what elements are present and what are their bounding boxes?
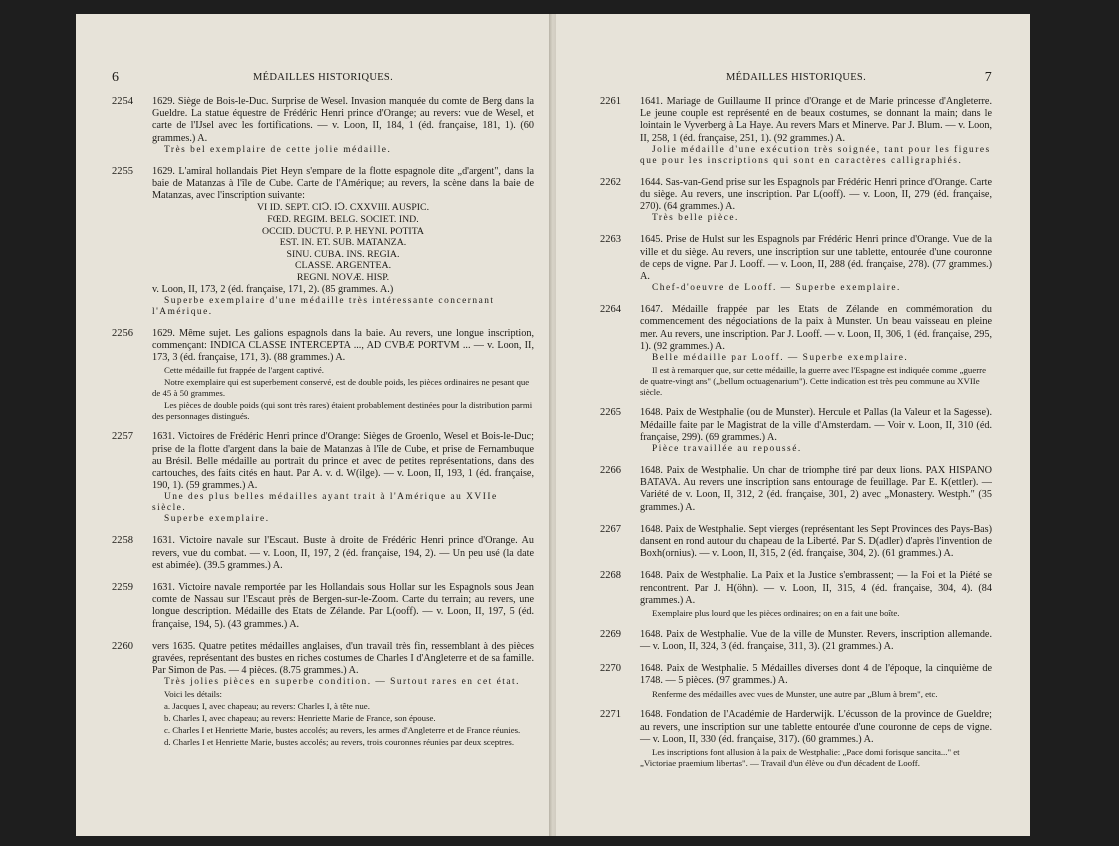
entry-number: 2260 <box>112 640 133 652</box>
entry-note: d. Charles I et Henriette Marie, bustes accolés; au revers, trois couronnes réunies par deux sceptres. <box>164 736 515 747</box>
entry-number: 2259 <box>112 582 133 593</box>
entry-text: 1629. Même sujet. Les galions espagnols dans la baie. Au revers, une longue inscription, commençant: INDICA CLASSE INTERCEPTA ..., AD CVBÆ PORTVM ... — v. Loon, II, 173, 3 (éd. française, 171, 3). (88 grammes.) A. <box>152 327 534 364</box>
catalogue-entry <box>600 570 992 618</box>
entry-note: Notre exemplaire qui est superbement conservé, est de double poids, les pièces ordinaires ne pesant que de 45 à 50 grammes. <box>152 377 530 398</box>
entry-text: 1641. Mariage de Guillaume II prince d'Orange et de Marie princesse d'Angleterre. Le jeune couple est représenté en de beaux costumes, se donnant la main; dans le lointain le Vyverberg à La Haye. Au revers Mars et Minerve. Par J. Blum. — v. Loon, II, 258, 1 (éd. française, 251, 1). (92 grammes.) A. <box>640 96 992 144</box>
entry-note: Une des plus belles médailles ayant trait à l'Amérique au XVIIe siècle. <box>152 492 498 514</box>
entry-text: 1645. Prise de Hulst sur les Espagnols par Frédéric Henri prince d'Orange. Vue de la ville et du siège. Au revers, une inscription sur une tablette, entourée d'une couronne de ceps de vigne. Par J. Looff. — v. Loon, II, 288 (éd. française, 278). (77 grammes.) A. <box>640 234 992 283</box>
entry-note: Belle médaille par Looff. — Superbe exemplaire. <box>652 353 909 364</box>
entry-note: Très bel exemplaire de cette jolie médaille. <box>164 144 392 155</box>
left-page <box>76 14 550 836</box>
entry-text: 1631. Victoires de Frédéric Henri prince d'Orange: Sièges de Groenlo, Wesel et Bois-le-Duc; prise de la flotte d'argent dans la baie de Matanzas à l'île de Cube, et prise de Fernambuque au Brésil. Belle médaille au portrait du prince et avec de petites représentations, dans des cartouches, des faits cités en haut. Par A. v. d. W(ilge). — v. Loon, II, 193, 1 (éd. française, 190, 1). (59 grammes.) A. <box>152 431 534 492</box>
catalogue-entry <box>112 431 534 525</box>
entry-text: 1629. L'amiral hollandais Piet Heyn s'empare de la flotte espagnole dite „d'argent", dans la baie de Matanzas à l'île de Cube. Carte de l'Amérique; au revers, la scène dans la baie de Matanzas, avec l'inscription suivante: <box>152 165 534 202</box>
entry-number: 2255 <box>112 165 133 177</box>
right-page-header <box>600 72 992 90</box>
entry-text: 1648. Paix de Westphalie. Sept vierges (représentant les Sept Provinces des Pays-Bas) dansent en rond autour du chapeau de la Liberté. Par S. D(adler) d'après l'invention de Boxh(ornius). — v. Loon, II, 315, 2 (éd. française, 304, 2). (61 grammes.) A. <box>640 523 992 560</box>
entry-text: 1648. Paix de Westphalie. La Paix et la Justice s'embrassent; — la Foi et la Piété se rencontrent. Par J. H(öhn). — v. Loon, II, 315, 4 (éd. française, 304, 4). (84 grammes.) A. <box>640 570 992 606</box>
entry-text: 1648. Paix de Westphalie. Un char de triomphe tiré par deux lions. PAX HISPANO BATAVA. Au revers une inscription sans entourage de feuillage. Par E. K(ettler). — Variété de v. Loon, II, 312, 2 (éd. française, 301, 2) avec „Monastery. Westph." (35 grammes.) A. <box>640 465 992 513</box>
entry-text: 1648. Paix de Westphalie. Vue de la ville de Munster. Revers, inscription allemande. — v. Loon, II, 324, 3 (éd. française, 311, 3). (21 grammes.) A. <box>640 628 992 653</box>
running-title: MÉDAILLES HISTORIQUES. <box>253 72 393 83</box>
entry-note: Superbe exemplaire. <box>164 514 270 525</box>
entry-note: Renferme des médailles avec vues de Munster, une autre par „Blum à brem", etc. <box>652 688 938 699</box>
entry-note: Les pièces de double poids (qui sont très rares) étaient probablement destinées pour la distribution parmi des personnages distingués. <box>152 399 533 421</box>
entry-note: Très jolies pièces en superbe condition. — Surtout rares en cet état. <box>164 677 520 688</box>
catalogue-entry <box>600 524 992 561</box>
entry-number: 2271 <box>600 709 621 721</box>
entry-text: 1648. Paix de Westphalie. 5 Médailles diverses dont 4 de l'époque, la cinquième de 1748. — 5 pièces. (97 grammes.) A. <box>640 663 992 687</box>
catalogue-entry <box>112 166 534 318</box>
entry-number: 2268 <box>600 570 621 582</box>
entry-note: Très belle pièce. <box>652 213 739 224</box>
inscription-line: FŒD. REGIM. BELG. SOCIET. IND. <box>267 214 419 226</box>
entry-number: 2256 <box>112 327 133 339</box>
page-number: 6 <box>112 70 120 85</box>
page-number: 7 <box>984 70 992 85</box>
entry-note: a. Jacques I, avec chapeau; au revers: Charles I, à tête nue. <box>164 701 370 712</box>
inscription-line: EST. IN. ET. SUB. MATANZA. <box>279 237 407 249</box>
entry-note: Superbe exemplaire d'une médaille très intéressante concernant l'Amérique. <box>152 295 495 317</box>
catalogue-entry <box>600 96 992 167</box>
entry-note: Il est à remarquer que, sur cette médaille, la guerre avec l'Espagne est indiquée comme „guerre de quatre-vingt ans" („bellum octuagenarium"). Cette indication est très peu commune au XVIIe siècle. <box>640 365 986 397</box>
entry-number: 2270 <box>600 663 621 675</box>
right-entries <box>600 96 992 769</box>
entry-number: 2267 <box>600 523 621 535</box>
catalogue-entry <box>600 465 992 514</box>
catalogue-entry <box>600 407 992 455</box>
catalogue-entry <box>112 535 534 572</box>
entry-note: Jolie médaille d'une exécution très soignée, tant pour les figures que pour les inscriptions qui sont en caractères calligraphiés. <box>640 144 991 166</box>
entry-number: 2258 <box>112 535 133 547</box>
left-page-header <box>112 72 534 90</box>
inscription-line: VI ID. SEPT. CIↃ. IↃ. CXXVIII. AUSPIC. <box>256 202 430 214</box>
entry-text: 1648. Paix de Westphalie (ou de Munster). Hercule et Pallas (la Valeur et la Sagesse). Médaille faite par le Magistrat de la ville d'Amsterdam. — Voir v. Loon, II, 310 (éd. française, 299). (69 grammes.) A. <box>640 407 992 443</box>
entry-reference: v. Loon, II, 173, 2 (éd. française, 171, 2). (85 grammes. A.) <box>152 283 394 295</box>
entry-text: vers 1635. Quatre petites médailles anglaises, d'un travail très fin, ressemblant à des pièces gravées, représentant des bustes en riches costumes de Charles I d'Angleterre et de sa famille. Par Simon de Pas. — 4 pièces. (8.75 grammes.) A. <box>152 640 534 677</box>
entry-number: 2269 <box>600 628 621 640</box>
entry-note: Pièce travaillée au repoussé. <box>652 444 802 455</box>
entry-number: 2254 <box>112 96 133 107</box>
entry-number: 2264 <box>600 304 621 316</box>
entry-note: Cette médaille fut frappée de l'argent captivé. <box>164 365 324 376</box>
entry-text: 1644. Sas-van-Gend prise sur les Espagnols par Frédéric Henri prince d'Orange. Carte du siège. Au revers, une inscription. Par L(ooff). — v. Loon, II, 279 (éd. française, 270). (64 grammes.) A. <box>640 176 992 213</box>
catalogue-entry <box>600 709 992 768</box>
entry-number: 2266 <box>600 465 621 477</box>
entry-text: 1647. Médaille frappée par les Etats de Zélande en commémoration du commencement des négociations de la paix à Munster. Un beau vaisseau en pleine mer. Au revers, une inscription. Par J. Looff. — v. Loon, II, 306, 1 (éd. française, 295, 1). (92 grammes.) A. <box>640 304 992 352</box>
catalogue-entry <box>112 96 534 156</box>
entry-text: 1631. Victoire navale remportée par les Hollandais sous Hollar sur les Espagnols sous Jean comte de Nassau sur l'Escaut près de Bergen-sur-le-Zoom. Carte du terrain; au revers, une longue description. Médaille des Etats de Zélande. Par L(ooff). — v. Loon, II, 197, 5 (éd. française, 194, 5). (43 grammes.) A. <box>152 582 534 630</box>
catalogue-entry <box>112 582 534 631</box>
catalogue-entry <box>600 234 992 294</box>
inscription-line: OCCID. DUCTU. P. P. HEYNI. POTITA <box>262 225 424 237</box>
catalogue-entry <box>600 663 992 699</box>
entry-text: 1629. Siège de Bois-le-Duc. Surprise de Wesel. Invasion manquée du comte de Berg dans la Gueldre. La statue équestre de Frédéric Henri prince d'Orange; au revers: vue de Wesel, et carte de l'IJsel avec les fortifications. — v. Loon, II, 184, 1 (éd. française, 181, 1). (60 grammes.) A. <box>152 96 534 144</box>
entry-number: 2257 <box>112 431 133 443</box>
entry-note: Exemplaire plus lourd que les pièces ordinaires; on en a fait une boîte. <box>652 608 900 619</box>
right-page <box>556 14 1030 836</box>
left-entries <box>112 96 534 747</box>
catalogue-entry <box>112 641 534 748</box>
entry-note: b. Charles I, avec chapeau; au revers: Henriette Marie de France, son épouse. <box>164 713 436 724</box>
entry-number: 2261 <box>600 96 621 107</box>
catalogue-entry <box>112 328 534 422</box>
catalogue-entry <box>600 304 992 397</box>
entry-number: 2262 <box>600 176 621 188</box>
entry-text: 1648. Fondation de l'Académie de Harderwijk. L'écusson de la province de Gueldre; au revers, une inscription sur une tablette entourée d'une couronne de ceps de vigne. — v. Loon, II, 330 (éd. française, 317). (60 grammes.) A. <box>640 709 992 745</box>
catalogue-entry <box>600 177 992 225</box>
catalogue-entry <box>600 629 992 653</box>
entry-number: 2265 <box>600 407 621 419</box>
inscription-line: REGNI. NOVÆ. HISP. <box>296 271 390 283</box>
entry-text: 1631. Victoire navale sur l'Escaut. Buste à droite de Frédéric Henri prince d'Orange. Au revers, vue du combat. — v. Loon, II, 197, 2 (éd. française, 194, 2). — Un peu usé (la date est abimée). (39.5 grammes.) A. <box>152 535 534 571</box>
inscription-line: SINU. CUBA. INS. REGIA. <box>286 248 400 260</box>
inscription-line: CLASSE. ARGENTEA. <box>294 260 392 272</box>
medal-inscription <box>152 202 534 283</box>
entry-number: 2263 <box>600 234 621 246</box>
entry-note: c. Charles I et Henriette Marie, bustes accolés; au revers, les armes d'Angleterre et de France réunies. <box>164 724 521 735</box>
running-title: MÉDAILLES HISTORIQUES. <box>726 72 866 83</box>
entry-note: Chef-d'oeuvre de Looff. — Superbe exemplaire. <box>652 283 901 294</box>
entry-note: Les inscriptions font allusion à la paix de Westphalie: „Pace domi forisque sancita..." et „Victoriae praemium libertas". — Travail d'un élève ou d'un décadent de Looff. <box>640 747 960 768</box>
entry-note: Voici les détails: <box>164 689 222 700</box>
